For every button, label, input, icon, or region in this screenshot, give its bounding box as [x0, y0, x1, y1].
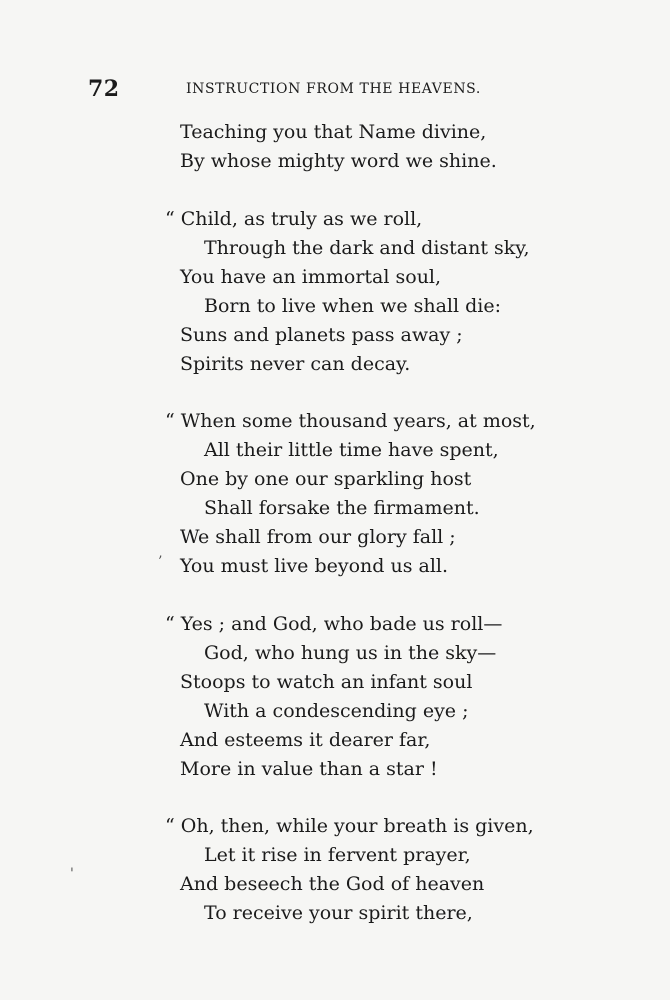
poem-line: God, who hung us in the sky—: [204, 641, 497, 664]
poem-line: You have an immortal soul,: [180, 265, 442, 288]
poem-line: To receive your spirit there,: [204, 902, 473, 924]
poem-line: Let it rise in fervent prayer,: [204, 844, 471, 866]
poem-line: And beseech the God of heaven: [180, 873, 485, 895]
page-number: 72: [88, 76, 120, 102]
poem-line: Suns and planets pass away ;: [180, 323, 463, 346]
poem-line: More in value than a star !: [180, 757, 438, 780]
stanza-1: [0, 118, 670, 176]
print-speck: ': [70, 866, 74, 882]
poem-line: One by one our sparkling host: [180, 468, 472, 490]
stanza-5: [0, 812, 670, 928]
stanza-3: [0, 407, 670, 581]
poem-line: Spirits never can decay.: [180, 352, 411, 375]
poem-line: Shall forsake the firmament.: [204, 497, 480, 519]
stanza-2: [0, 205, 670, 379]
poem-line: By whose mighty word we shine.: [180, 150, 497, 172]
running-head: INSTRUCTION FROM THE HEAVENS.: [186, 81, 481, 97]
poem-line: All their little time have spent,: [204, 439, 499, 461]
poem-line: And esteems it dearer far,: [180, 728, 431, 751]
poem-line: “ When some thousand years, at most,: [165, 410, 536, 432]
poem-line: Through the dark and distant sky,: [204, 236, 530, 259]
print-speck: ’: [158, 554, 163, 570]
poem-line: We shall from our glory fall ;: [180, 526, 456, 548]
poem-line: Teaching you that Name divine,: [180, 121, 487, 143]
poem-line: “ Oh, then, while your breath is given,: [165, 815, 534, 837]
poem-line: Born to live when we shall die:: [204, 294, 502, 317]
poem-line: [0, 552, 670, 581]
poem: [0, 118, 670, 957]
stanza-4: [0, 610, 670, 784]
poem-line: “ Child, as truly as we roll,: [165, 207, 423, 230]
poem-line: With a condescending eye ;: [204, 699, 469, 722]
poem-line: “ Yes ; and God, who bade us roll—: [165, 612, 503, 635]
poem-line: Stoops to watch an infant soul: [180, 670, 473, 693]
page-header: [0, 76, 670, 102]
poem-line-text: You must live beyond us all.: [180, 555, 449, 577]
